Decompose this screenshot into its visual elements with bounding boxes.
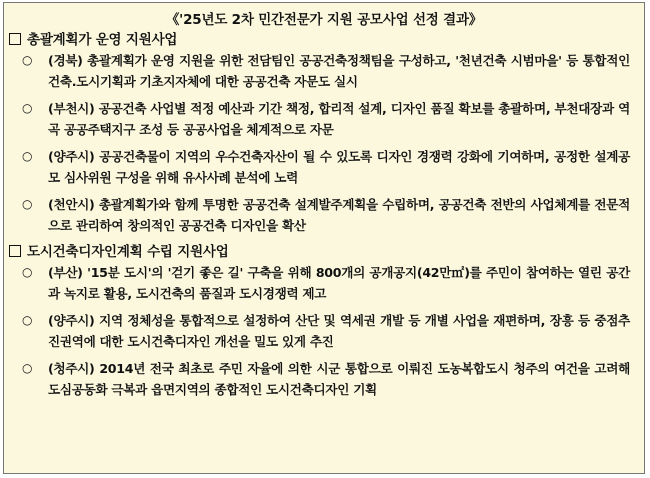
circle-bullet-icon: ○ [22, 197, 33, 211]
list-item [4, 262, 644, 304]
item-region: (양주시) [48, 313, 95, 328]
item-region: (부산) [48, 265, 83, 280]
circle-bullet-icon: ○ [22, 53, 33, 67]
section-heading-2: 도시건축디자인계획 수립 지원사업 [9, 242, 644, 262]
circle-bullet-icon: ○ [22, 313, 33, 327]
circle-bullet-icon: ○ [22, 265, 33, 279]
circle-bullet-icon: ○ [22, 101, 33, 115]
list-item [4, 194, 644, 236]
item-region: (천안시) [48, 197, 95, 212]
checkbox-square-icon [9, 33, 21, 45]
list-item [4, 146, 644, 188]
list-item [4, 358, 644, 400]
item-text: 2014년 전국 최초로 주민 자율에 의한 시군 통합으로 이뤄진 도농복합도시 청주의 여건을 고려해 도심공동화 극복과 읍면지역의 종합적인 도시건축디자인 기획 [48, 361, 631, 397]
item-region: (부천시) [48, 101, 95, 116]
checkbox-square-icon [9, 245, 21, 257]
list-item [4, 98, 644, 140]
item-region: (양주시) [48, 149, 95, 164]
item-region: (경북) [48, 53, 83, 68]
circle-bullet-icon: ○ [22, 149, 33, 163]
item-text: 공공건축 사업별 적정 예산과 기간 책정, 합리적 설계, 디자인 품질 확보를 총괄하며, 부천대장과 역곡 공공주택지구 조성 등 공공사업을 체계적으로 자문 [48, 101, 630, 137]
document-title: 《'25년도 2차 민간전문가 지원 공모사업 선정 결과》 [165, 12, 483, 28]
item-region: (청주시) [48, 361, 95, 376]
document-panel [3, 2, 645, 474]
list-item [4, 310, 644, 352]
list-item [4, 50, 644, 92]
circle-bullet-icon: ○ [22, 361, 33, 375]
item-text: '15분 도시'의 '걷기 좋은 길' 구축을 위해 800개의 공개공지(42만㎡)를 주민이 참여하는 열린 공간과 녹지로 활용, 도시건축의 품질과 도시경쟁력 제고 [48, 265, 631, 301]
item-text: 공공건축물이 지역의 우수건축자산이 될 수 있도록 디자인 경쟁력 강화에 기여하며, 공정한 설계공모 심사위원 구성을 위해 유사사례 분석에 노력 [48, 149, 630, 185]
section-heading-1: 총괄계획가 운영 지원사업 [9, 30, 644, 50]
item-text: 지역 정체성을 통합적으로 설정하여 산단 및 역세권 개발 등 개별 사업을 재편하며, 장흥 등 중점추진권역에 대한 도시건축디자인 개선을 밀도 있게 추진 [48, 313, 630, 349]
item-text: 총괄계획가 운영 지원을 위한 전담팀인 공공건축정책팀을 구성하고, '천년건축 시범마을' 등 통합적인 건축.도시기획과 기초지자체에 대한 공공건축 자문도 실시 [48, 53, 630, 89]
item-text: 총괄계획가와 함께 투명한 공공건축 설계발주계획을 수립하며, 공공건축 전반의 사업체계를 전문적으로 관리하여 창의적인 공공건축 디자인을 확산 [48, 197, 630, 233]
